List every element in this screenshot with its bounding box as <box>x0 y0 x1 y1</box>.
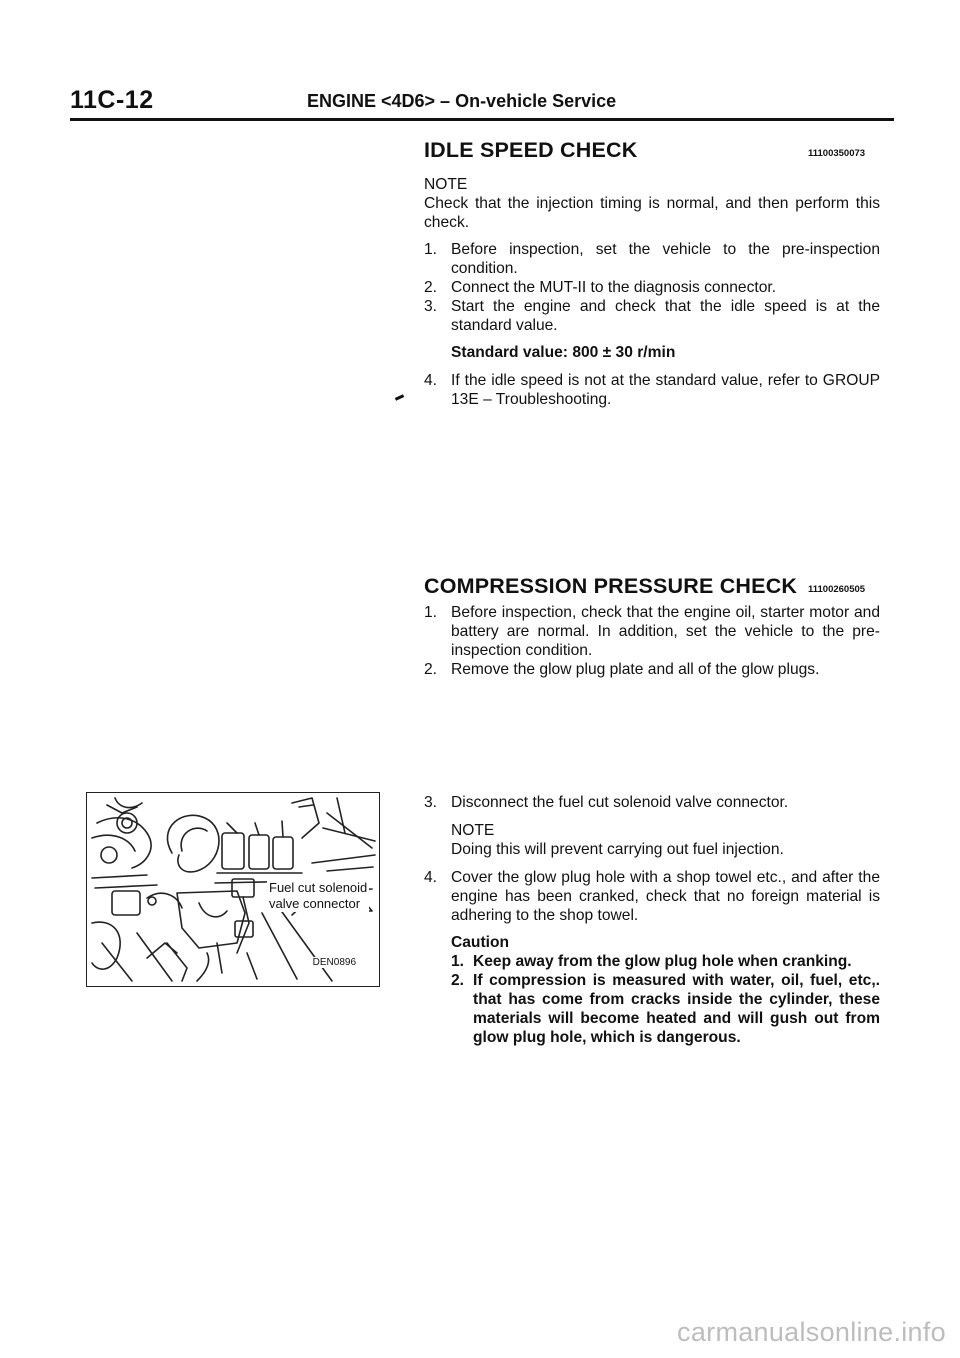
compression-body-a <box>424 603 880 679</box>
idle-speed-code: 11100350073 <box>808 148 866 159</box>
idle-speed-body <box>424 175 880 409</box>
list-item: 2. Connect the MUT-II to the diagnosis connector. <box>424 279 777 296</box>
list-item: 4. If the idle speed is not at the standard value, refer to GROUP 13E – Troubleshooting. <box>424 372 880 408</box>
list-item: 1. Before inspection, check that the engine oil, starter motor and battery are normal. In addition, set the vehicle to the pre-inspection condition. <box>424 604 880 659</box>
callout-line-1: Fuel cut solenoid <box>269 880 368 895</box>
watermark: carmanualsonline.info <box>677 1317 946 1347</box>
callout-line-2: valve connector <box>269 896 361 911</box>
list-item: 4. Cover the glow plug hole with a shop towel etc., and after the engine has been cranked, check that no foreign material is adhering to the shop towel. <box>424 869 880 924</box>
compression-note <box>424 821 880 859</box>
compression-code: 11100260505 <box>808 584 866 595</box>
header-rule <box>70 118 894 121</box>
list-item: 1. Before inspection, set the vehicle to the pre-inspection condition. <box>424 241 880 277</box>
caution-title: Caution <box>451 934 510 951</box>
compression-steps <box>424 603 880 679</box>
engine-illustration <box>86 792 380 987</box>
idle-note-label: NOTE <box>424 176 468 193</box>
figure-code: DEN0896 <box>312 957 356 968</box>
compression-step4 <box>424 868 880 925</box>
idle-speed-title: IDLE SPEED CHECK <box>424 138 638 162</box>
page-title: ENGINE <4D6> – On-vehicle Service <box>307 91 617 111</box>
compression-step3 <box>424 793 880 812</box>
caution-list <box>451 952 880 1047</box>
list-item: 3. Start the engine and check that the idle speed is at the standard value. <box>424 298 880 334</box>
compression-body-b <box>424 793 880 1047</box>
list-item: 2. Remove the glow plug plate and all of the glow plugs. <box>424 661 820 678</box>
margin-mark <box>395 394 404 401</box>
compression-note-label: NOTE <box>451 822 495 839</box>
compression-note-text: Doing this will prevent carrying out fuel injection. <box>451 841 784 858</box>
standard-value: Standard value: 800 ± 30 r/min <box>451 344 676 361</box>
list-item: 2. If compression is measured with water, oil, fuel, etc,. that has come from cracks inside the cylinder, these materials will become heated and will gush out from glow plug hole, which is dangerous. <box>451 972 880 1046</box>
page-code: 11C-12 <box>70 86 154 114</box>
idle-note-text: Check that the injection timing is normal, and then perform this check. <box>424 195 880 231</box>
idle-steps <box>424 240 880 335</box>
list-item: 1. Keep away from the glow plug hole when cranking. <box>451 953 852 970</box>
list-item: 3. Disconnect the fuel cut solenoid valve connector. <box>424 794 789 811</box>
caution-block <box>424 933 880 1047</box>
idle-steps-continued <box>424 371 880 409</box>
compression-title: COMPRESSION PRESSURE CHECK <box>424 574 798 598</box>
figure-callout <box>267 880 369 912</box>
